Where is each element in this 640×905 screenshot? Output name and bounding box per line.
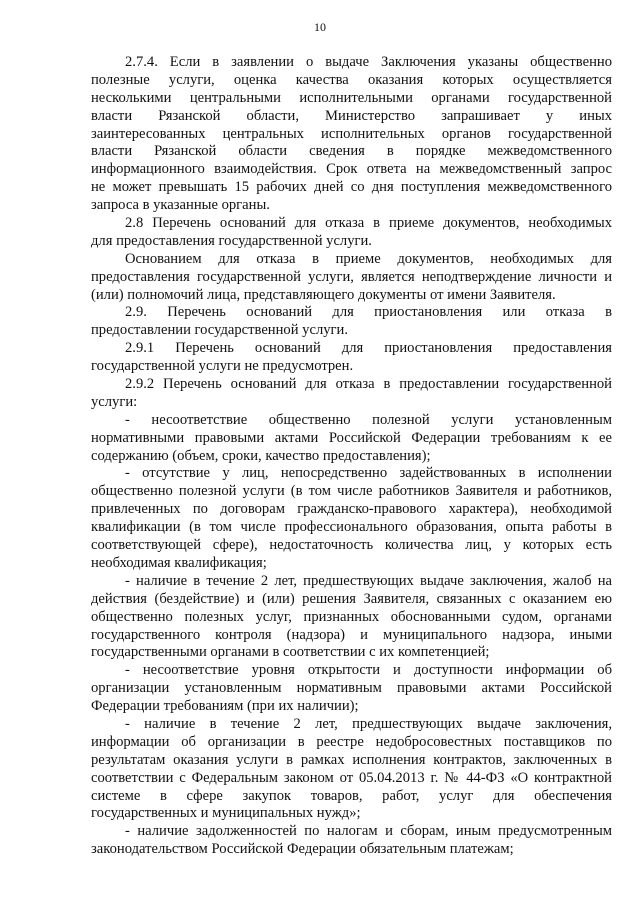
text-line: 2.8 Перечень оснований для отказа в приеме документов, необходимых [125,215,612,232]
text-line: предоставления государственной услуги, является неподтверждение личности и [91,268,612,285]
document-body [91,54,612,859]
text-line: организации установленным нормативным правовыми актами Российской [91,680,612,697]
text-line: законодательством Российской Федерации обязательным платежам; [91,841,514,858]
text-line: результатам оказания услуги в рамках исполнения контрактов, заключенных в [91,751,612,768]
text-line: содержанию (объем, сроки, качество предоставления); [91,447,431,464]
text-line: привлеченных по договорам гражданско-правового характера), необходимой [91,501,612,518]
text-line: информации об организации в реестре недобросовестных поставщиков по [91,733,612,750]
text-line: 2.9. Перечень оснований для приостановления или отказа в [125,304,612,321]
text-line: соответствующей сфере), недостаточность количества лиц, у которых есть [91,537,612,554]
text-line: государственной услуги не предусмотрен. [91,358,354,375]
text-line: государственного контроля (надзора) и муниципального надзора, иными [91,626,612,643]
text-line: государственных и муниципальных нужд»; [91,805,361,822]
text-line: квалификации (в том числе профессионального образования, опыта работы в [91,519,612,536]
text-line: услуги: [91,393,138,410]
text-line: необходимая квалификация; [91,554,267,571]
text-line: 2.9.1 Перечень оснований для приостановления предоставления [125,340,612,357]
text-line: власти Рязанской области, Министерство запрашивает у иных [91,107,612,124]
text-line: - наличие в течение 2 лет, предшествующих выдаче заключения, [125,715,612,732]
text-line: действия (бездействие) и (или) решения Заявителя, связанных с оказанием ею [91,590,612,607]
text-line: несколькими центральными исполнительными органами государственной [91,89,612,106]
text-line: 2.7.4. Если в заявлении о выдаче Заключения указаны общественно [125,54,612,70]
text-line: - несоответствие уровня открытости и доступности информации об [125,662,612,679]
text-line: Федерации требованиям (при их наличии); [91,698,359,715]
text-line: власти Рязанской области сведения в порядке межведомственного [91,143,612,160]
page-number: 10 [314,20,326,34]
text-line: государственными органами в соответствии с их компетенцией; [91,644,490,661]
text-line: - наличие в течение 2 лет, предшествующих выдаче заключения, жалоб на [125,572,612,589]
text-line: соответствии с Федеральным законом от 05.04.2013 г. № 44-ФЗ «О контрактной [91,769,612,786]
text-line: запроса в указанные органы. [91,197,270,214]
text-line: не может превышать 15 рабочих дней со дня поступления межведомственного [91,179,612,196]
text-line: Основанием для отказа в приеме документов, необходимых для [125,250,612,267]
text-line: (или) полномочий лица, представляющего документы от имени Заявителя. [91,286,556,303]
text-line: - отсутствие у лиц, непосредственно задействованных в исполнении [125,465,612,482]
text-line: предоставлении государственной услуги. [91,322,348,339]
text-line: нормативными правовыми актами Российской Федерации требованиям к ее [91,429,612,446]
text-line: заинтересованных центральных исполнительных органов государственной [91,125,612,142]
text-line: информационного взаимодействия. Срок ответа на межведомственный запрос [91,161,612,178]
text-line: общественно полезных услуг, признанных обоснованными судом, органами [91,608,612,625]
text-line: 2.9.2 Перечень оснований для отказа в предоставлении государственной [125,376,612,393]
text-line: общественно полезной услуги (в том числе работников Заявителя и работников, [91,483,612,500]
text-line: системе в сфере закупок товаров, работ, услуг для обеспечения [91,787,612,804]
text-line: - наличие задолженностей по налогам и сборам, иным предусмотренным [125,823,612,840]
text-line: для предоставления государственной услуги. [91,232,372,249]
text-line: - несоответствие общественно полезной услуги установленным [125,411,612,428]
text-line: полезные услуги, оценка качества оказания которых осуществляется [91,71,612,88]
